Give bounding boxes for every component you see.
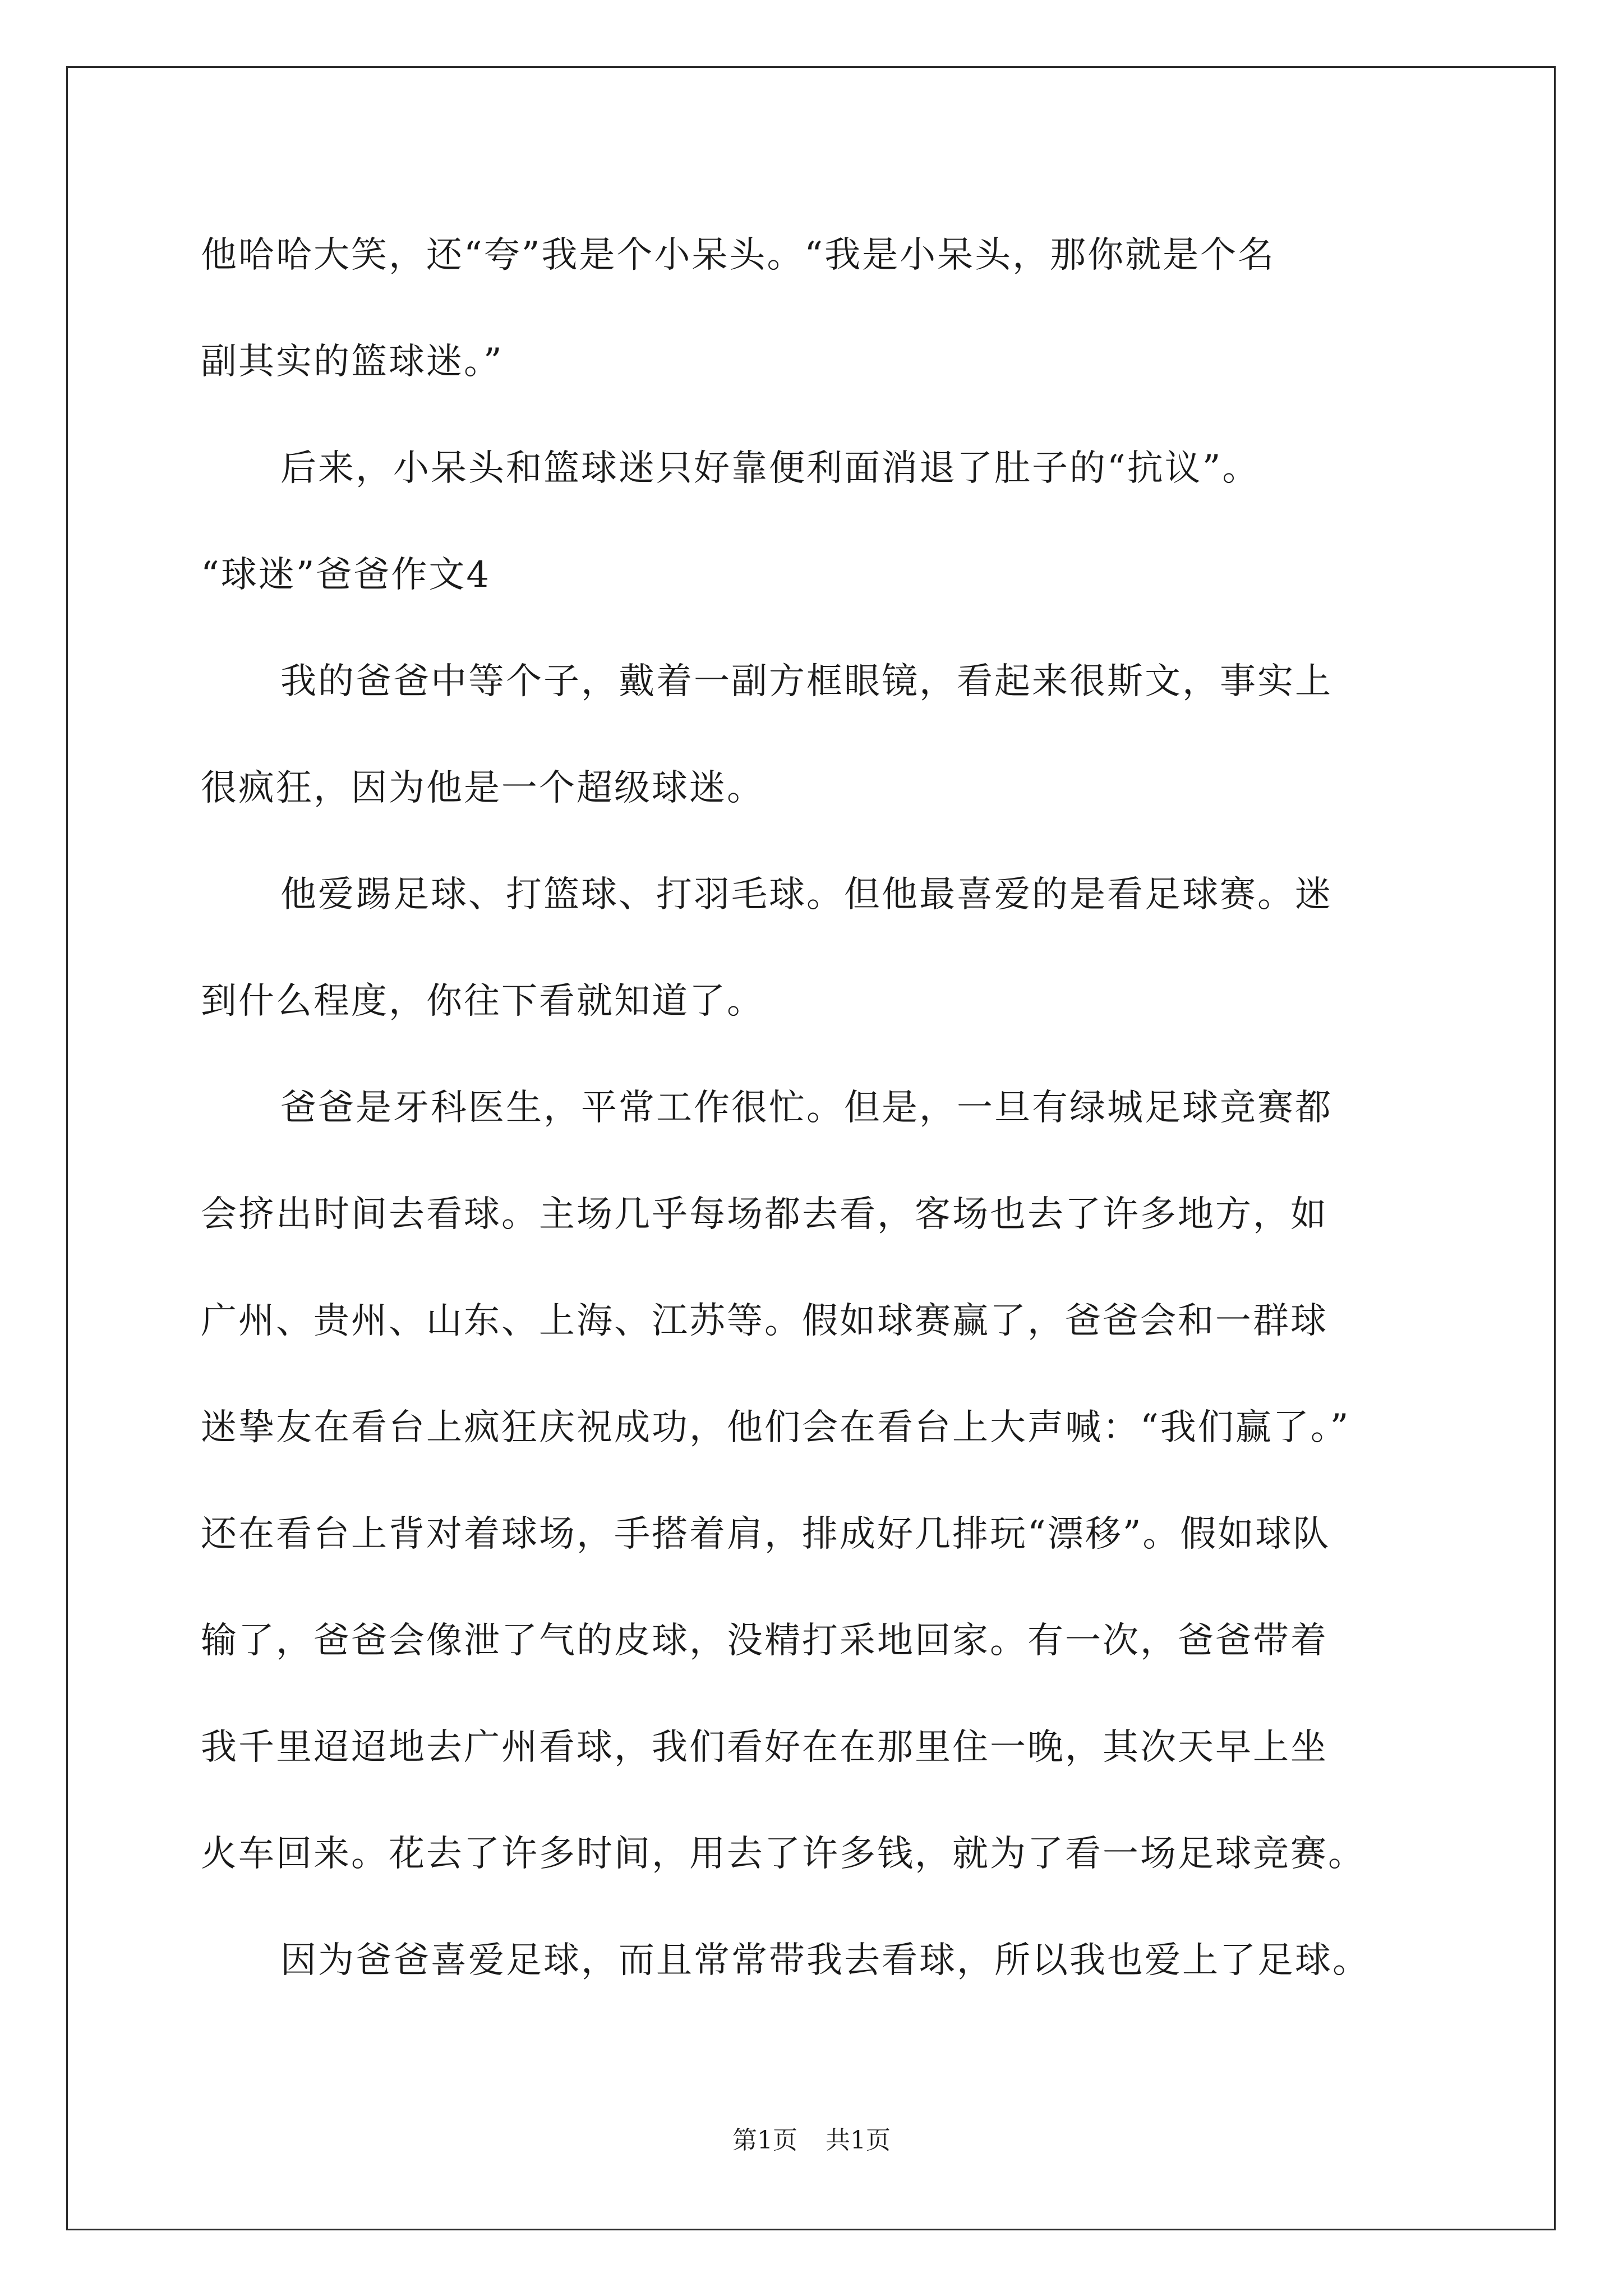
paragraph-start-line: 爸爸是牙科医生，平常工作很忙。但是，一旦有绿城足球竞赛都 — [280, 1087, 1332, 1129]
text-line-2: 副其实的篮球迷。” — [201, 341, 504, 383]
text-line: 输了，爸爸会像泄了气的皮球，没精打采地回家。有一次，爸爸带着 — [201, 1620, 1328, 1662]
text-line: 会挤出时间去看球。主场几乎每场都去看，客场也去了许多地方，如 — [201, 1194, 1328, 1235]
page-number: 第1页 — [732, 2126, 797, 2155]
paragraph-start-line: 他爱踢足球、打篮球、打羽毛球。但他最喜爱的是看足球赛。迷 — [280, 874, 1332, 915]
paragraph-start-line: 因为爸爸喜爱足球，而且常常带我去看球，所以我也爱上了足球。 — [280, 1940, 1370, 1981]
page-footer — [0, 2125, 1623, 2156]
text-line: 我千里迢迢地去广州看球，我们看好在在那里住一晚，其次天早上坐 — [201, 1727, 1328, 1768]
page-total: 共1页 — [826, 2126, 891, 2155]
paragraph-start-line: 我的爸爸中等个子，戴着一副方框眼镜，看起来很斯文，事实上 — [280, 661, 1332, 702]
text-line: 到什么程度，你往下看就知道了。 — [201, 981, 764, 1022]
text-line: 很疯狂，因为他是一个超级球迷。 — [201, 767, 764, 809]
text-line: 还在看台上背对着球场，手搭着肩，排成好几排玩“漂移”。假如球队 — [201, 1513, 1331, 1555]
paragraph-start-line: 后来，小呆头和篮球迷只好靠便利面消退了肚子的“抗议”。 — [280, 448, 1260, 489]
text-line: 火车回来。花去了许多时间，用去了许多钱，就为了看一场足球竞赛。 — [201, 1833, 1366, 1875]
page-border — [66, 66, 1556, 2230]
section-heading: “球迷”爸爸作文4 — [201, 554, 491, 596]
text-line: 迷挚友在看台上疯狂庆祝成功，他们会在看台上大声喊：“我们赢了。” — [201, 1407, 1350, 1448]
text-line: 广州、贵州、山东、上海、江苏等。假如球赛赢了，爸爸会和一群球 — [201, 1300, 1328, 1342]
text-line-1: 他哈哈大笑，还“夸”我是个小呆头。“我是小呆头，那你就是个名 — [201, 234, 1276, 276]
